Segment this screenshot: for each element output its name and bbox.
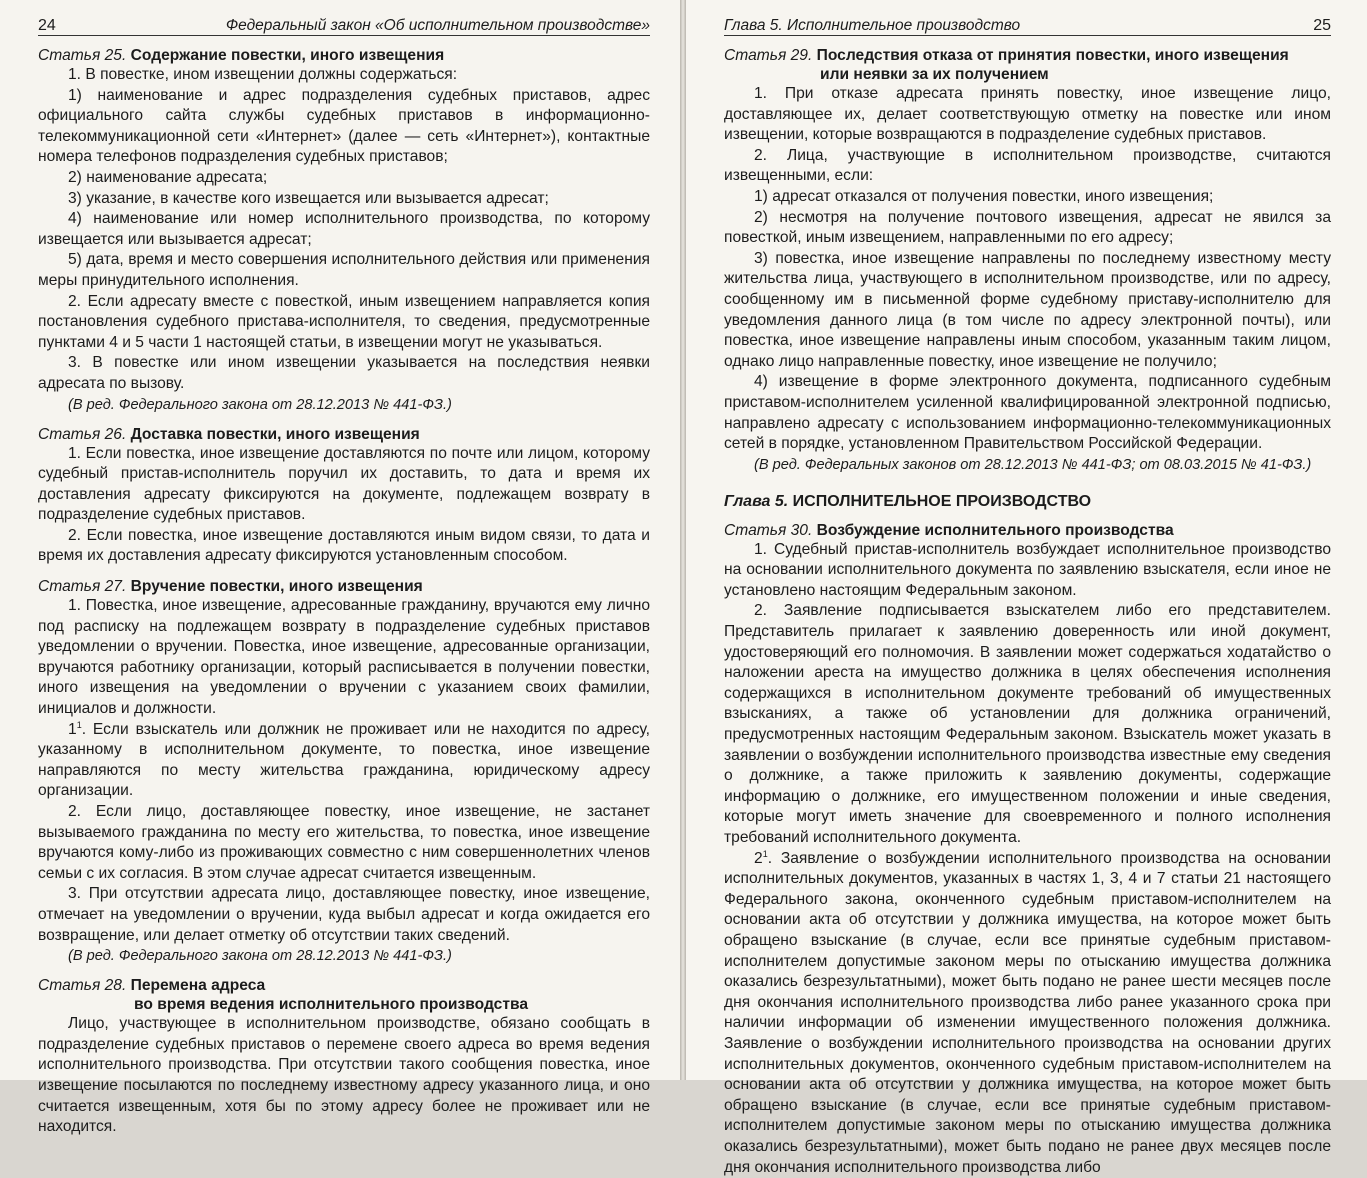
article-title: Последствия отказа от принятия повестки, иного извещения (816, 47, 1289, 64)
article-30-heading (724, 521, 1331, 540)
article-title: Вручение повестки, иного извещения (130, 578, 423, 596)
paragraph: 2) несмотря на получение почтового извещения, адресат не явился за повесткой, иным извещением, направленными по его адресу; (724, 208, 1331, 247)
chapter-heading (724, 493, 1331, 511)
paragraph-superscript: 1 (76, 719, 82, 730)
chapter-label: Глава 5. (724, 492, 789, 510)
article-label: Статья 29. (724, 47, 813, 64)
article-27-heading (38, 577, 650, 596)
article-label: Статья 27. (38, 578, 127, 596)
paragraph: 1) наименование и адрес подразделения судебных приставов, адрес официального сайта службы судебных приставов в информационно-телекоммуникационной сети «Интернет» (далее — сеть «Интернет»), контактные номера телефонов подразделения судебных приставов; (38, 86, 650, 166)
article-title-line2: или неявки за их получением (820, 66, 1049, 83)
paragraph: 3. При отсутствии адресата лицо, доставляющее повестку, иное извещение, отмечает на уведомлении о вручении, куда выбыл адресат и когда ожидается его возвращение, или делает отметку об отсутствии таких сведений. (38, 885, 650, 944)
paragraph-number: 1 (68, 720, 77, 738)
right-page-number: 25 (1313, 17, 1331, 34)
article-title: Доставка повестки, иного извещения (130, 425, 420, 443)
article-26-heading (38, 425, 650, 444)
paragraph: 2) наименование адресата; (68, 168, 268, 186)
paragraph-superscript: 1 (762, 848, 768, 859)
paragraph: 1. Повестка, иное извещение, адресованные гражданину, вручаются ему лично под расписку на подлежащем возврату в подразделение судебных приставов уведомлении о вручении. Повестка, иное извещение, адресованные организации, вручаются работнику организации, который расписывается в получении повестки, иного извещения на уведомлении о вручении с указанием своих фамилии, инициалов и должности. (38, 597, 650, 718)
paragraph: Лицо, участвующее в исполнительном производстве, обязано сообщать в подразделение судебных приставов о перемене своего адреса во время ведения исполнительного производства. При отсутствии такого сообщения повестка, иное извещение посылаются по последнему известному адресу указанного лица, и оно считается извещенным, хотя бы по этому адресу более не проживает или не находится. (38, 1015, 650, 1136)
paragraph: 1. Судебный пристав-исполнитель возбуждает исполнительное производство на основании исполнительного документа по заявлению взыскателя, если иное не установлено настоящим Федеральным законом. (724, 540, 1331, 599)
paragraph: 3. В повестке или ином извещении указывается на последствия неявки адресата по вызову. (38, 354, 650, 392)
chapter-title: ИСПОЛНИТЕЛЬНОЕ ПРОИЗВОДСТВО (792, 492, 1092, 510)
article-title: Возбуждение исполнительного производства (816, 521, 1174, 539)
left-page-number: 24 (38, 17, 56, 34)
paragraph: 4) наименование или номер исполнительного производства, по которому извещается или вызывается адресат; (38, 210, 650, 248)
article-title-line2: во время ведения исполнительного производства (134, 996, 529, 1014)
paragraph: 1. В повестке, ином извещении должны содержаться: (68, 66, 458, 83)
paragraph: 1. При отказе адресата принять повестку, иное извещение лицо, доставляющее их, делает соответствующую отметку на повестке или ином извещении, которые возвращаются в подразделение судебных приставов. (724, 85, 1331, 144)
article-title: Перемена адреса (130, 977, 266, 995)
left-running-header (38, 0, 650, 36)
paragraph (724, 849, 1331, 1178)
right-page (686, 0, 1367, 1176)
paragraph (38, 720, 650, 802)
article-25-heading (38, 46, 650, 65)
left-page (0, 0, 680, 1136)
article-label: Статья 26. (38, 425, 127, 443)
paragraph: 2. Если адресату вместе с повесткой, иным извещением направляется копия постановления судебного пристава-исполнителя, то сведения, предусмотренные пунктами 4 и 5 части 1 настоящей статьи, в извещении могут не указываться. (38, 292, 650, 351)
paragraph-number: 2 (754, 849, 763, 867)
paragraph: 1. Если повестка, иное извещение доставляются по почте или лицом, которому судебный пристав-исполнитель поручил их доставить, то дата и время их доставления адресату фиксируются на документе, подлежащем возврату в подразделение судебных приставов. (38, 444, 650, 524)
revision-note: (В ред. Федерального закона от 28.12.2013 № 441-ФЗ.) (68, 396, 452, 413)
paragraph: 5) дата, время и место совершения исполнительного действия или применения меры принудительного исполнения. (38, 251, 650, 289)
article-29-heading (724, 46, 1331, 84)
article-title: Содержание повестки, иного извещения (130, 47, 445, 64)
paragraph: 2. Если повестка, иное извещение доставляются иным видом связи, то дата и время их доставления адресату фиксируются установленным способом. (38, 526, 650, 565)
paragraph: 3) указание, в качестве кого извещается или вызывается адресат; (68, 189, 549, 207)
right-running-header (724, 0, 1331, 36)
paragraph: 2. Если лицо, доставляющее повестку, иное извещение, не застанет вызываемого гражданина по месту его жительства, то повестка, иное извещение вручаются кому-либо из проживающих совместно с ним совершеннолетних членов семьи с их согласия. В этом случае адресат считается извещенным. (38, 803, 650, 882)
paragraph-text: . Заявление о возбуждении исполнительного производства на основании исполнительных документов, указанных в частях 1, 3, 4 и 7 статьи 21 настоящего Федерального закона, оконченного судебным приставом-исполнителем на основании акта об отсутствии у должника имущества, на которое может быть обращено взыскание (в случае, если все принятые судебным приставом-исполнителем допустимые законом меры по отысканию имущества должника оказались безрезультатными), может быть подано не ранее шести месяцев после дня окончания исполнительного производства либо ранее указанного срока при наличии информации об изменении имущественного положения должника. Заявление о возбуждении исполнительного производства на основании других исполнительных документов, оконченного судебным приставом-исполнителем на основании акта об отсутствии у должника имущества, на которое может быть обращено взыскание (в случае, если все принятые судебным приставом-исполнителем допустимые законом меры по отысканию имущества должника оказались безрезультатными), может быть подано не ранее двух месяцев после дня окончания исполнительного производства либо (724, 849, 1331, 1176)
article-label: Статья 25. (38, 47, 127, 64)
right-running-title: Глава 5. Исполнительное производство (724, 17, 1021, 34)
paragraph-text: . Если взыскатель или должник не проживает или не находится по адресу, указанному в исполнительном документе, то повестка, иное извещение направляются по месту жительства гражданина, юридическому адресу организации. (38, 720, 650, 800)
paragraph: 2. Заявление подписывается взыскателем либо его представителем. Представитель прилагает к заявлению доверенность или иной документ, удостоверяющий его полномочия. В заявлении может содержаться ходатайство о наложении ареста на имущество должника в целях обеспечения исполнения содержащихся в исполнительном документе требований об имущественных взысканиях, а также об установлении для должника ограничений, предусмотренных настоящим Федеральным законом. Взыскатель может указать в заявлении о возбуждении исполнительного производства известные ему сведения о должнике, а также приложить к заявлению документы, содержащие информацию о должнике, его имущественном положении и иные сведения, которые могут иметь значение для своевременного и полного исполнения требований исполнительного документа. (724, 602, 1331, 846)
paragraph: 1) адресат отказался от получения повестки, иного извещения; (754, 187, 1214, 205)
paragraph: 2. Лица, участвующие в исполнительном производстве, считаются извещенными, если: (724, 146, 1331, 185)
left-running-title: Федеральный закон «Об исполнительном производстве» (225, 17, 650, 34)
article-label: Статья 30. (724, 521, 813, 539)
revision-note: (В ред. Федерального закона от 28.12.2013 № 441-ФЗ.) (68, 948, 452, 965)
article-28-heading (38, 976, 650, 1014)
article-label: Статья 28. (38, 977, 127, 995)
paragraph: 4) извещение в форме электронного документа, подписанного судебным приставом-исполнителем усиленной квалифицированной электронной подписью, направлено адресату с использованием информационно-телекоммуникационных сетей в порядке, установленном Правительством Российской Федерации. (724, 373, 1331, 453)
paragraph: 3) повестка, иное извещение направлены по последнему известному месту жительства лица, участвующего в исполнительном производстве, или по адресу, сообщенному им в письменной форме судебному приставу-исполнителю для уведомления данного лица (в том числе по адресу электронной почты), или повестка, иное извещение направлены иным способом, указанным таким лицом, однако лицо направленные повестку, иное извещение не получило; (724, 249, 1331, 370)
revision-note: (В ред. Федеральных законов от 28.12.2013 № 441-ФЗ; от 08.03.2015 № 41-ФЗ.) (754, 456, 1312, 473)
